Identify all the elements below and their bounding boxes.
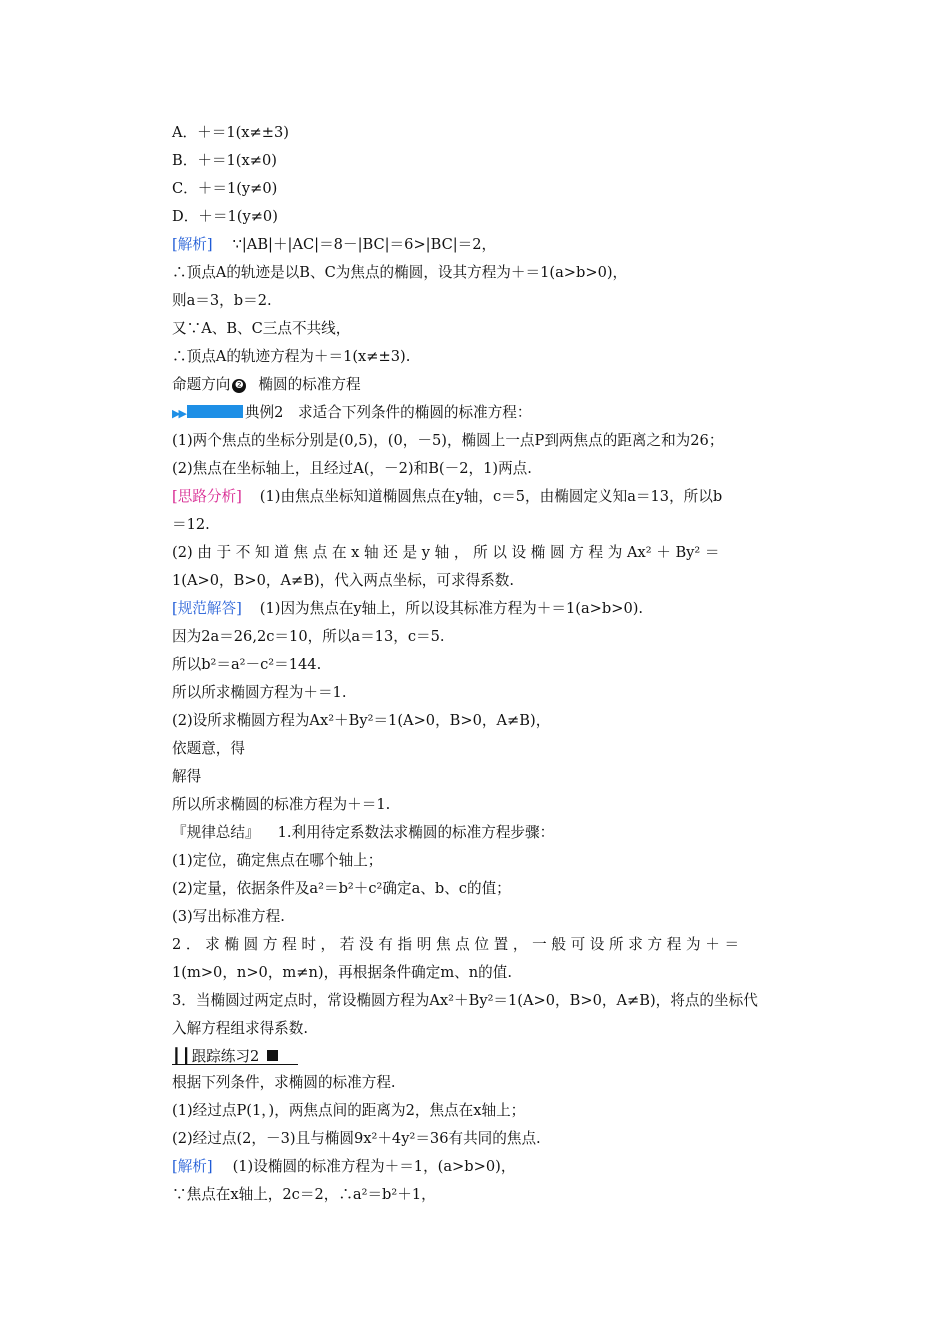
summary-line-7: 3．当椭圆过两定点时，常设椭圆方程为Ax²＋By²＝1(A>0，B>0，A≠B)，将点的坐标代 [172, 992, 758, 1009]
practice-analysis-line-2: ∵焦点在x轴上，2c＝2，∴a²＝b²＋1， [172, 1186, 436, 1203]
thinking-line-4: 1(A>0，B>0，A≠B)，代入两点坐标，可求得系数. [172, 572, 514, 589]
practice-analysis-text: (1)设椭圆的标准方程为＋＝1，(a>b>0)， [232, 1158, 516, 1175]
summary-text: 1.利用待定系数法求椭圆的标准方程步骤： [277, 824, 555, 841]
section-heading [172, 375, 818, 395]
summary-line-8: 入解方程组求得系数. [172, 1020, 308, 1037]
analysis-tag: [解析] [172, 236, 213, 253]
example-title: 典例2 求适合下列条件的椭圆的标准方程： [244, 404, 532, 421]
heading-underline [172, 1064, 298, 1065]
analysis-line-4: 又∵A、B、C三点不共线， [172, 320, 351, 337]
solution-line-3: 所以b²＝a²－c²＝144. [172, 656, 322, 673]
solution-line-8: 所以所求椭圆的标准方程为＋＝1. [172, 796, 391, 813]
summary-line-1 [172, 823, 818, 843]
summary-line-6: 1(m>0，n>0，m≠n)，再根据条件确定m、n的值. [172, 964, 512, 981]
solution-line-2: 因为2a＝26,2c＝10，所以a＝13，c＝5. [172, 628, 445, 645]
circled-number-icon: ❷ [232, 379, 246, 393]
solution-line-1 [172, 599, 818, 619]
example-condition-1: (1)两个焦点的坐标分别是(0,5)，(0，－5)，椭圆上一点P到两焦点的距离之和为26； [172, 432, 724, 449]
solution-line-5: (2)设所求椭圆方程为Ax²＋By²＝1(A>0，B>0，A≠B)， [172, 712, 551, 729]
analysis-line-2: ∴顶点A的轨迹是以B、C为焦点的椭圆，设其方程为＋＝1(a>b>0)， [172, 264, 628, 281]
tracking-practice-heading [172, 1045, 278, 1065]
analysis-line-5: ∴顶点A的轨迹方程为＋＝1(x≠±3). [172, 348, 411, 365]
summary-tag: 『规律总结』 [172, 824, 260, 841]
summary-line-3: (2)定量，依据条件及a²＝b²＋c²确定a、b、c的值； [172, 880, 511, 897]
example-condition-2: (2)焦点在坐标轴上，且经过A(，－2)和B(－2，1)两点. [172, 460, 532, 477]
thinking-text: (1)由焦点坐标知道椭圆焦点在y轴，c＝5，由椭圆定义知a＝13，所以b [259, 488, 723, 505]
solution-line-4: 所以所求椭圆方程为＋＝1. [172, 684, 347, 701]
option-c: C．＋＝1(y≠0) [172, 180, 278, 197]
double-bar-icon: ┃┃ [172, 1048, 192, 1065]
thinking-tag: [思路分析] [172, 488, 242, 505]
example-badge [187, 405, 243, 418]
black-square-icon [267, 1050, 278, 1061]
practice-analysis-line-1 [172, 1157, 818, 1177]
double-arrow-icon: ▶▶ [172, 407, 185, 420]
solution-text: (1)因为焦点在y轴上，所以设其标准方程为＋＝1(a>b>0). [259, 600, 644, 617]
practice-intro: 根据下列条件，求椭圆的标准方程. [172, 1074, 396, 1091]
solution-line-6: 依题意，得 [172, 740, 245, 757]
tracking-title: 跟踪练习2 [191, 1048, 260, 1065]
summary-line-2: (1)定位，确定焦点在哪个轴上； [172, 852, 383, 869]
option-a: A．＋＝1(x≠±3) [172, 124, 289, 141]
practice-condition-1: (1)经过点P(1，)，两焦点间的距离为2，焦点在x轴上； [172, 1102, 526, 1119]
practice-condition-2: (2)经过点(2，－3)且与椭圆9x²＋4y²＝36有共同的焦点. [172, 1130, 541, 1147]
section-title: 椭圆的标准方程 [258, 376, 361, 393]
analysis-line-3: 则a＝3，b＝2. [172, 292, 272, 309]
summary-line-5: 2 ． 求 椭 圆 方 程 时 ， 若 没 有 指 明 焦 点 位 置 ， 一 般 可 设 所 求 方 程 为 ＋ ＝ [172, 936, 740, 953]
solution-tag: [规范解答] [172, 600, 242, 617]
option-d: D．＋＝1(y≠0) [172, 208, 278, 225]
example-heading [172, 403, 818, 424]
practice-analysis-tag: [解析] [172, 1158, 213, 1175]
analysis-text: ∵|AB|＋|AC|＝8－|BC|＝6>|BC|＝2， [232, 236, 497, 253]
analysis-line-1 [172, 235, 818, 255]
section-label: 命题方向 [172, 376, 231, 393]
thinking-line-3: (2) 由 于 不 知 道 焦 点 在 x 轴 还 是 y 轴 ， 所 以 设 椭 圆 方 程 为 Ax² ＋ By² ＝ [172, 544, 720, 561]
option-b: B．＋＝1(x≠0) [172, 152, 277, 169]
solution-line-7: 解得 [172, 768, 202, 785]
summary-line-4: (3)写出标准方程. [172, 908, 285, 925]
thinking-line-2: ＝12. [172, 516, 210, 533]
thinking-line-1 [172, 487, 818, 507]
